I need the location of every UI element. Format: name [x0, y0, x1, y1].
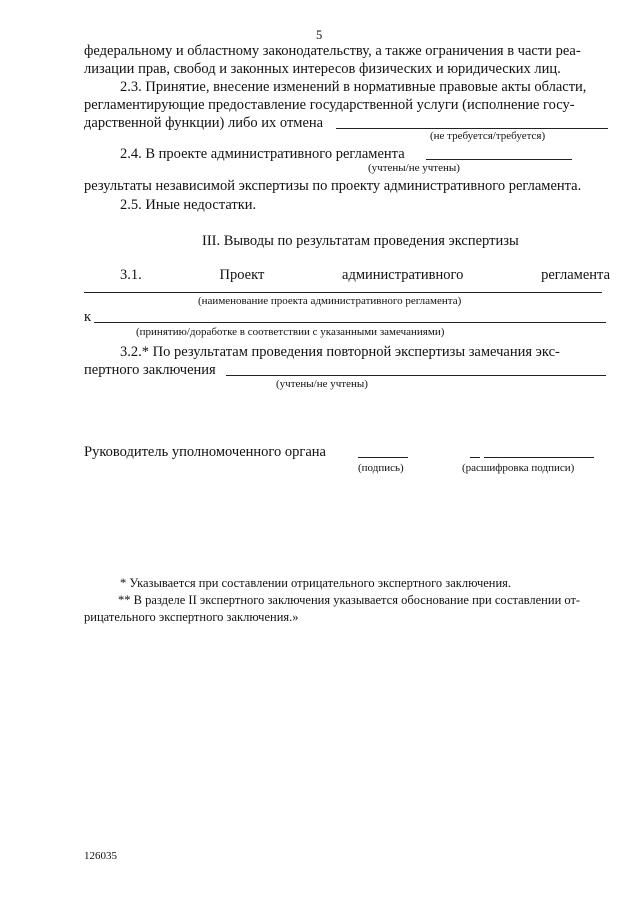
hint-3-1-decision: (принятию/доработке в соответствии с указанными замечаниями): [136, 326, 445, 338]
blank-line-2-4: [426, 159, 572, 160]
paragraph-2-4-line-2: результаты независимой экспертизы по проекту административного регламента.: [84, 178, 582, 194]
paragraph-3-2-line-1: 3.2.* По результатам проведения повторной экспертизы замечания экс-: [120, 344, 560, 360]
decode-line: [484, 457, 594, 458]
footnote-2-line-1: ** В разделе II экспертного заключения указывается обоснование при составлении от-: [118, 593, 581, 607]
blank-line-3-1-name: [84, 292, 602, 293]
paragraph-2-3-line-3: дарственной функции) либо их отмена: [84, 115, 324, 131]
paragraph-2-5: 2.5. Иные недостатки.: [120, 197, 257, 213]
paragraph-3-2-line-2: пертного заключения: [84, 362, 216, 378]
paragraph-2-3-line-1: 2.3. Принятие, внесение изменений в нормативные правовые акты области,: [120, 79, 587, 95]
decode-line-short: [470, 457, 480, 458]
signature-label: Руководитель уполномоченного органа: [84, 444, 326, 460]
paragraph-2-2-line-2: лизации прав, свобод и законных интересов физических и юридических лиц.: [84, 61, 561, 77]
letter-k: к: [84, 309, 92, 325]
word-3-1: 3.1.: [120, 267, 142, 283]
signature-hint: (подпись): [358, 462, 404, 474]
paragraph-2-2-line-1: [84, 42, 610, 60]
paragraph-3-1-line: [120, 266, 610, 284]
section-3-title: III. Выводы по результатам проведения экспертизы: [202, 233, 519, 249]
footnote-2-line-2: рицательного экспертного заключения.»: [84, 610, 299, 624]
paragraph-2-4-line-1: 2.4. В проекте административного регламента: [120, 146, 405, 162]
word-project: Проект: [219, 267, 265, 283]
blank-line-3-1-decision: [94, 322, 606, 323]
word-regulation: регламента: [541, 267, 610, 283]
hint-2-4: (учтены/не учтены): [368, 162, 460, 174]
blank-line-2-3: [336, 128, 608, 129]
document-code: 126035: [84, 850, 117, 862]
decode-hint: (расшифровка подписи): [462, 462, 575, 474]
hint-2-3: (не требуется/требуется): [430, 130, 546, 142]
word-administrative: административного: [342, 267, 464, 283]
hint-3-2: (учтены/не учтены): [276, 378, 368, 390]
text: федеральному и областному законодательству, а также ограничения в части реа-: [84, 43, 581, 59]
blank-line-3-2: [226, 375, 606, 376]
paragraph-2-3-line-2: регламентирующие предоставление государственной услуги (исполнение госу-: [84, 97, 575, 113]
signature-line: [358, 457, 408, 458]
footnote-1: * Указывается при составлении отрицательного экспертного заключения.: [120, 576, 512, 590]
hint-3-1-name: (наименование проекта административного регламента): [198, 295, 462, 307]
page-number: 5: [316, 28, 323, 42]
